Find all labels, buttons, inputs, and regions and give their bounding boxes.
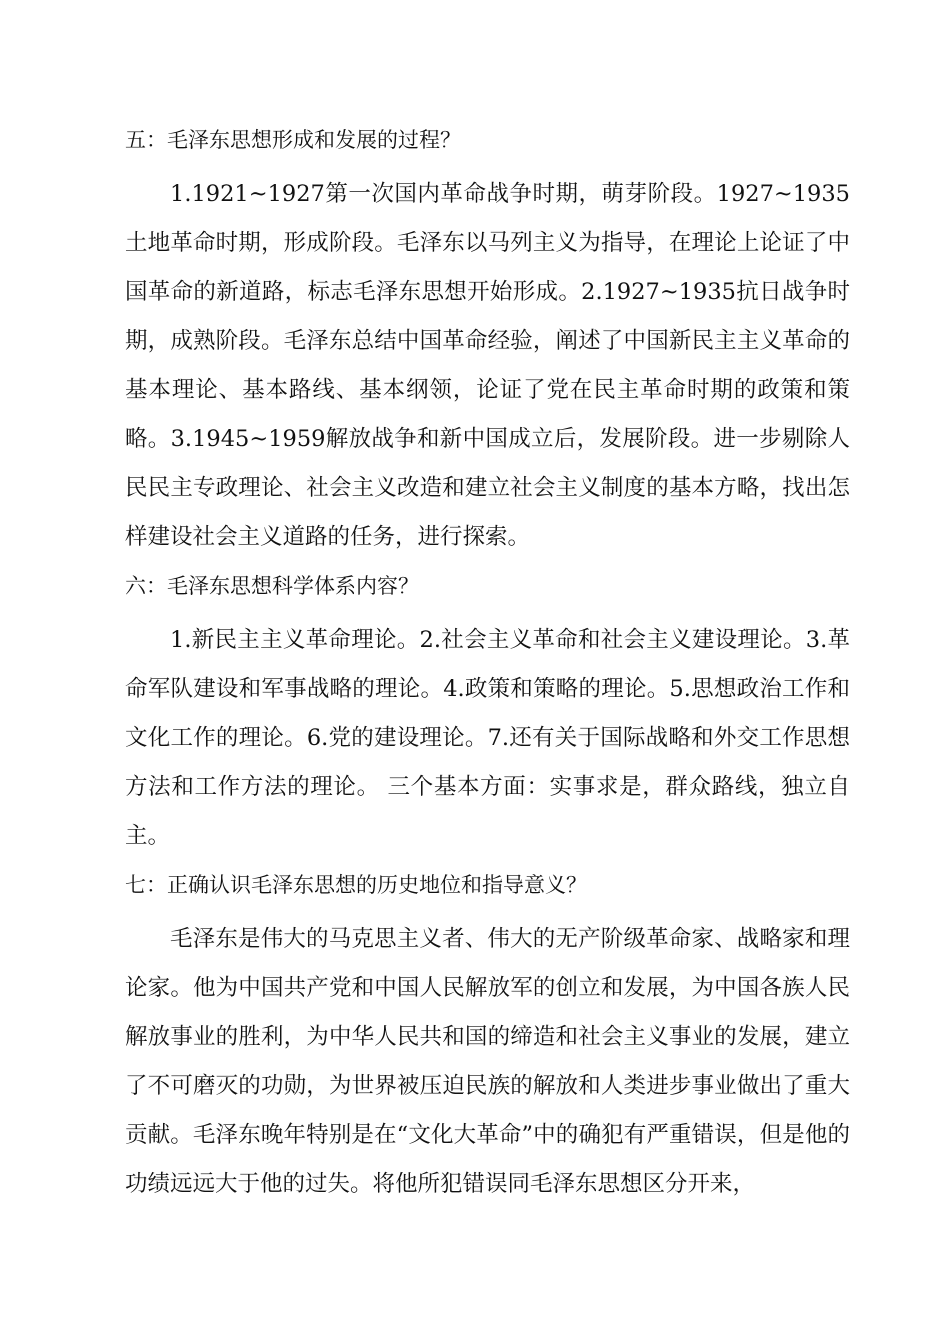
section-6-heading: 六：毛泽东思想科学体系内容？	[125, 574, 419, 598]
spacer	[125, 154, 850, 170]
section-6-body: 1.新民主主义革命理论。2.社会主义革命和社会主义建设理论。3.革命军队建设和军事战略的理论。4.政策和策略的理论。5.思想政治工作和文化工作的理论。6.党的建设理论。7.还有关于国际战略和外交工作思想方法和工作方法的理论。 三个基本方面：实事求是，群众路线，独立自主。	[125, 627, 850, 849]
spacer	[125, 562, 850, 572]
spacer	[125, 861, 850, 871]
section-5-heading: 五：毛泽东思想形成和发展的过程？	[125, 128, 461, 152]
section-7-body: 毛泽东是伟大的马克思主义者、伟大的无产阶级革命家、战略家和理论家。他为中国共产党和中国人民解放军的创立和发展，为中国各族人民解放事业的胜利，为中华人民共和国的缔造和社会主义事业的发展，建立了不可磨灭的功勋，为世界被压迫民族的解放和人类进步事业做出了重大贡献。毛泽东晚年特别是在“文化大革命”中的确犯有严重错误，但是他的功绩远远大于他的过失。将他所犯错误同毛泽东思想区分开来，	[125, 926, 850, 1197]
section-5-body: 1.1921~1927第一次国内革命战争时期，萌芽阶段。1927~1935土地革命时期，形成阶段。毛泽东以马列主义为指导，在理论上论证了中国革命的新道路，标志毛泽东思想开始形成。2.1927~1935抗日战争时期，成熟阶段。毛泽东总结中国革命经验，阐述了中国新民主主义革命的基本理论、基本路线、基本纲领，论证了党在民主革命时期的政策和策略。3.1945~1959解放战争和新中国成立后，发展阶段。进一步剔除人民民主专政理论、社会主义改造和建立社会主义制度的基本方略，找出怎样建设社会主义道路的任务，进行探索。	[125, 181, 850, 550]
spacer	[125, 600, 850, 616]
section-7-heading: 七：正确认识毛泽东思想的历史地位和指导意义？	[125, 873, 587, 897]
document-page	[125, 126, 850, 1209]
spacer	[125, 899, 850, 915]
